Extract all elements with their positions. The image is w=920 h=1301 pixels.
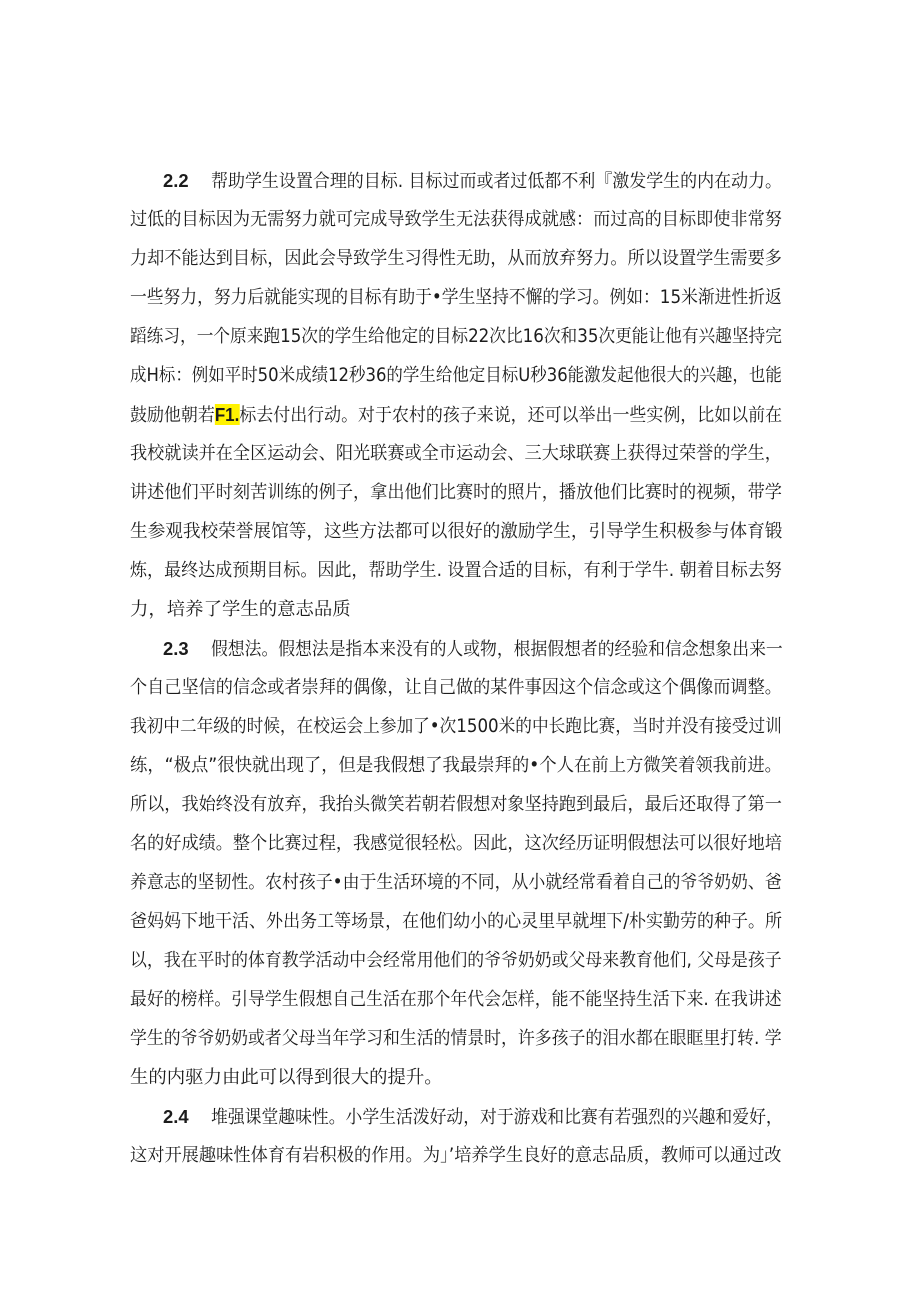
paragraph-2-3-line-8 — [0, 906, 920, 938]
line-text: 我初中二年级的时候，在校运会上参加了•次1500米的中长跑比赛，当时并没有接受过训 — [130, 716, 782, 737]
line-text: 过低的目标因为无需努力就可完成导致学生无法获得成就感：而过高的目标即使非常努 — [130, 209, 782, 230]
paragraph-2-3-line-6 — [0, 828, 920, 860]
line-text: 我校就读并在全区运动会、阳光联赛或全市运动会、三大球联赛上获得过荣誉的学生， — [130, 443, 782, 464]
line-text — [130, 399, 782, 432]
line-text: 养意志的坚韧性。农村孩子•由于生活环境的不同，从小就经常看着自己的爷爷奶奶、爸 — [130, 872, 782, 893]
paragraph-2-3-line-9 — [0, 945, 920, 977]
paragraph-2-2-line-4 — [0, 282, 920, 314]
line-text: 生的内驱力由此可以得到很大的提升。 — [130, 1067, 443, 1088]
paragraph-2-2-line-9 — [0, 477, 920, 509]
paragraph-2-3-line-10 — [0, 984, 920, 1016]
line-text: 讲述他们平时刻苦训练的例子，拿出他们比赛时的照片，播放他们比赛时的视频，带学 — [130, 482, 782, 503]
paragraph-2-2-line-10 — [0, 516, 920, 548]
paragraph-2-2-line-6 — [0, 360, 920, 392]
paragraph-2-3-line-11 — [0, 1023, 920, 1055]
paragraph-2-3-line-12 — [0, 1062, 920, 1094]
line-text: 力，培养了学生的意志品质 — [130, 599, 351, 620]
paragraph-2-2-line-2 — [0, 204, 920, 236]
paragraph-2-4-line-1 — [0, 1101, 920, 1133]
paragraph-2-2-line-7 — [0, 399, 920, 431]
line-text: 学生的爷爷奶奶或者父母当年学习和生活的情景时，许多孩子的泪水都在眼眶里打转. 学 — [130, 1028, 782, 1049]
line-text: 名的好成绩。整个比赛过程，我感觉很轻松。因此，这次经历证明假想法可以很好地培 — [130, 833, 782, 854]
line-text-before: 鼓励他朝若 — [130, 405, 215, 426]
line-text: 假想法。假想法是指本来没有的人或物，根据假想者的经验和信念想象出来一 — [210, 639, 783, 660]
paragraph-2-2-line-1 — [0, 165, 920, 197]
line-text: 爸妈妈下地干活、外出务工等场景，在他们幼小的心灵里早就埋下/朴实勤劳的种子。所 — [130, 911, 783, 932]
line-text: 堆强课堂趣味性。小学生活泼好动，对于游戏和比赛有若强烈的兴趣和爱好， — [210, 1107, 783, 1128]
paragraph-2-2-line-3 — [0, 243, 920, 275]
line-text: 这对开展趣味性体育有岩积极的作用。为」’培养学生良好的意志品质，教师可以通过改 — [130, 1145, 782, 1166]
line-text: 成H标：例如平时50米成绩12秒36的学生给他定目标U秒36能激发起他很大的兴趣，也能 — [130, 365, 782, 386]
paragraph-2-3-line-3 — [0, 711, 920, 743]
paragraph-2-2-line-11 — [0, 555, 920, 587]
line-text: 力却不能达到目标，因此会导致学生习得性无助，从而放弃努力。所以设置学生需要多 — [130, 248, 782, 269]
line-text-after: 标去付出行动。对于农村的孩子来说，还可以举出一些实例，比如以前在 — [239, 405, 783, 426]
line-text: 以，我在平时的体育教学活动中会经常用他们的爷爷奶奶或父母来教育他们, 父母是孩子 — [130, 950, 782, 971]
line-text: 练，“极点”很快就出现了，但是我假想了我最崇拜的•个人在前上方微笑着领我前进。 — [130, 755, 782, 776]
paragraph-2-3-line-4 — [0, 750, 920, 782]
highlighted-text: F1. — [214, 404, 240, 425]
line-text: 炼，最终达成预期目标。因此，帮助学生. 设置合适的目标，有利于学牛. 朝着目标去努 — [130, 560, 782, 581]
line-text: 个自己坚信的信念或者崇拜的偶像，让自己做的某件事因这个信念或这个偶像而调整。 — [130, 677, 782, 698]
line-text: 所以，我始终没有放弃，我抬头微笑若朝若假想对象坚持跑到最后，最后还取得了第一 — [130, 794, 782, 815]
paragraph-2-4-line-2 — [0, 1140, 920, 1172]
line-text: 最好的榜样。引导学生假想自己生活在那个年代会怎样，能不能坚持生活下来. 在我讲述 — [130, 989, 782, 1010]
paragraph-2-2-line-5 — [0, 321, 920, 353]
line-text: 蹈练习，一个原来跑15次的学生给他定的目标22次比16次和35次更能让他有兴趣坚持完 — [130, 326, 782, 347]
paragraph-2-3-line-7 — [0, 867, 920, 899]
line-text: 一些努力，努力后就能实现的目标有助于•学生坚持不懈的学习。例如：15米渐进性折返 — [130, 287, 782, 308]
section-number: 2.2 — [163, 170, 189, 191]
paragraph-2-3-line-1 — [0, 633, 920, 665]
section-number: 2.4 — [163, 1106, 189, 1127]
paragraph-2-2-line-8 — [0, 438, 920, 470]
section-number: 2.3 — [163, 638, 189, 659]
line-text: 帮助学生设置合理的目标. 目标过而或者过低都不利『激发学生的内在动力。 — [210, 171, 782, 192]
paragraph-2-2-line-12 — [0, 594, 920, 626]
paragraph-2-3-line-5 — [0, 789, 920, 821]
line-text: 生参观我校荣誉展馆等，这些方法都可以很好的激励学生，引导学生积极参与体育锻 — [130, 521, 783, 542]
paragraph-2-3-line-2 — [0, 672, 920, 704]
